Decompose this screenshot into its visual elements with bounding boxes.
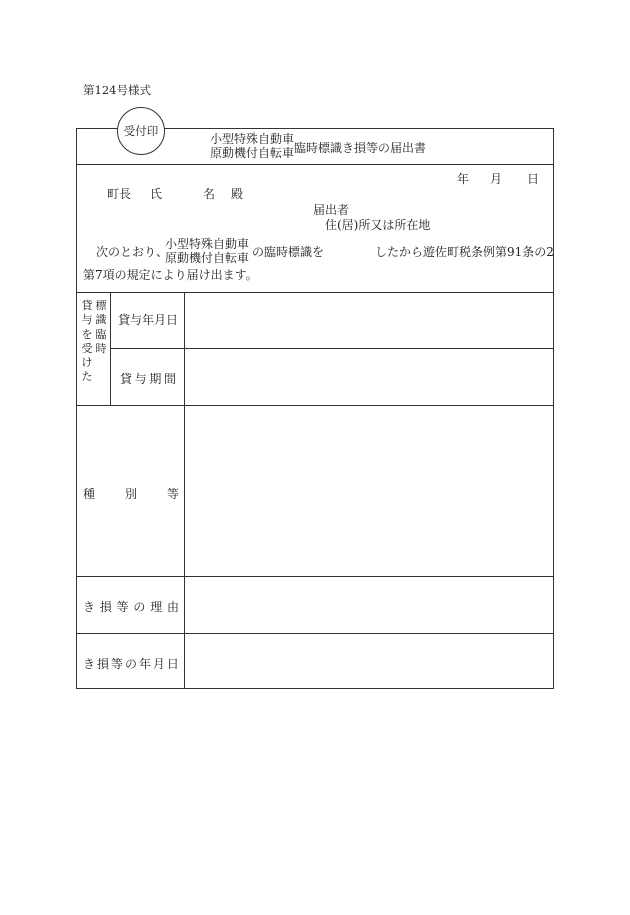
body-lead: 次のとおり、 — [96, 245, 169, 259]
label-damage-date-char: 月 — [152, 657, 165, 671]
loan-date-field[interactable] — [185, 293, 553, 348]
title-vehicle-type-1: 小型特殊自動車 — [210, 132, 295, 146]
label-loan-period-char: 与 — [134, 372, 147, 386]
body-middle: の臨時標識を — [252, 245, 325, 259]
label-reason-char: 理 — [150, 600, 163, 614]
label-loan-date: 貸与年月日 — [118, 313, 179, 327]
label-damage-date-char: 損 — [96, 657, 109, 671]
label-damage-date-char: き — [83, 657, 96, 671]
label-type — [83, 485, 179, 502]
loan-period-field[interactable] — [185, 349, 553, 405]
divider-title — [76, 164, 554, 165]
label-damage-date — [83, 655, 179, 672]
label-reason-char: の — [133, 600, 146, 614]
notifier-address-label: 住(居)所又は所在地 — [325, 218, 431, 232]
group-label-col-2: 標識臨時 — [95, 299, 107, 355]
body-vehicle-types — [165, 237, 249, 266]
label-damage-date-char: の — [124, 657, 137, 671]
date-month-label: 月 — [490, 172, 503, 186]
label-reason-char: 由 — [166, 600, 179, 614]
label-reason-char: 等 — [116, 600, 129, 614]
document-title: 臨時標識き損等の届出書 — [294, 141, 427, 155]
label-damage-date-char: 等 — [110, 657, 123, 671]
title-vehicle-type-2: 原動機付自転車 — [210, 146, 295, 161]
label-type-char: 別 — [124, 487, 137, 501]
body-line-2: 第7項の規定により届け出ます。 — [83, 268, 258, 282]
label-loan-period-char: 間 — [163, 372, 176, 386]
addressee-mayor: 町長 — [107, 187, 132, 201]
body-vehicle-type-1: 小型特殊自動車 — [165, 237, 250, 251]
label-loan-period-char: 期 — [149, 372, 162, 386]
damage-date-field[interactable] — [185, 634, 553, 688]
label-loan-period-char: 貸 — [120, 372, 133, 386]
title-vehicle-types — [210, 132, 294, 161]
body-vehicle-type-2: 原動機付自転車 — [165, 251, 250, 266]
label-reason-char: き — [83, 600, 96, 614]
label-reason-char: 損 — [99, 600, 112, 614]
date-day-label: 日 — [527, 172, 540, 186]
addressee-mei: 名 — [203, 187, 216, 201]
label-damage-date-char: 日 — [166, 657, 179, 671]
divider-group-col — [110, 292, 111, 405]
date-year-label: 年 — [457, 172, 470, 186]
notifier-label: 届出者 — [313, 203, 350, 217]
addressee-shi: 氏 — [150, 187, 163, 201]
reception-stamp-label: 受付印 — [123, 124, 159, 138]
label-damage-date-char: 年 — [138, 657, 151, 671]
label-type-char: 種 — [83, 487, 96, 501]
label-loan-period — [120, 370, 176, 387]
form-number: 第124号様式 — [83, 83, 151, 97]
reason-field[interactable] — [185, 577, 553, 633]
body-after-gap: したから遊佐町税条例第91条の2 — [375, 245, 554, 259]
group-label-col-1: 貸与を受けた — [81, 299, 93, 384]
label-reason — [83, 598, 179, 615]
type-field[interactable] — [185, 406, 553, 576]
label-type-char: 等 — [166, 487, 179, 501]
addressee-tono: 殿 — [231, 187, 244, 201]
reception-stamp-circle — [117, 107, 165, 155]
